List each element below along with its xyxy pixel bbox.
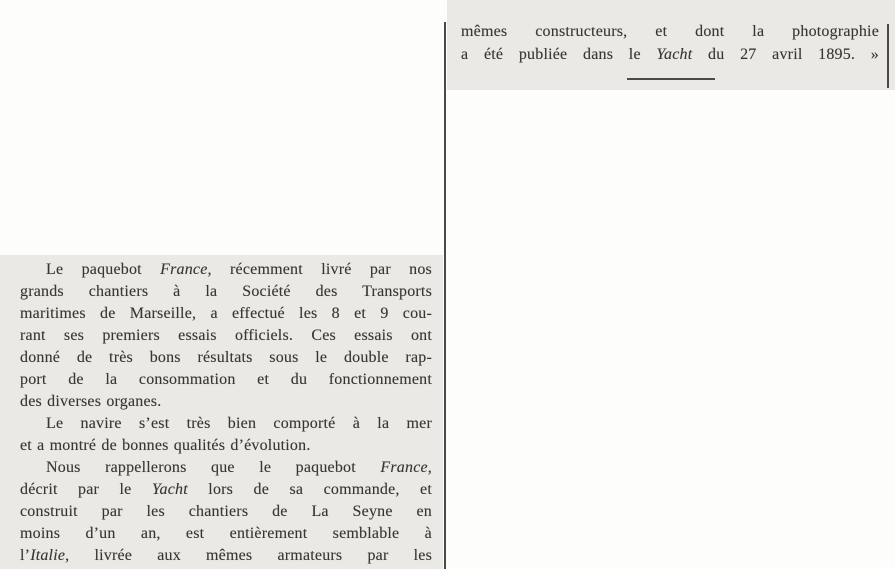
text-segment: maritimes de Marseille, a effectué les 8 et 9 cou-	[20, 305, 432, 322]
text-segment: , livrée aux mêmes armateurs par les	[65, 547, 432, 564]
right-column-text	[447, 0, 895, 66]
column-divider-rule	[444, 22, 446, 569]
italic-text-segment: France,	[160, 261, 212, 278]
text-segment: Le paquebot	[46, 261, 161, 278]
text-line	[20, 259, 432, 281]
text-line	[20, 435, 432, 457]
text-segment: et a montré de bonnes qualités d’évolution.	[20, 437, 311, 454]
text-line	[20, 479, 432, 501]
text-segment: grands chantiers à la Société des Transports	[20, 283, 432, 300]
text-line	[20, 523, 432, 545]
left-column-text	[0, 255, 443, 567]
page-right-edge-rule	[887, 24, 889, 88]
text-segment: lors de sa commande, et	[187, 481, 432, 498]
paragraph	[20, 413, 432, 457]
text-segment: récemment livré par nos	[211, 261, 432, 278]
text-segment: donné de très bons résultats sous le double rap-	[20, 349, 432, 366]
text-line	[20, 303, 432, 325]
text-line	[20, 347, 432, 369]
text-segment: rant ses premiers essais officiels. Ces essais ont	[20, 327, 432, 344]
text-line	[20, 391, 432, 413]
italic-text-segment: Italie	[30, 547, 66, 564]
left-column-scan	[0, 255, 443, 569]
italic-text-segment: France,	[380, 459, 432, 476]
text-segment: des diverses organes.	[20, 393, 162, 410]
paragraph	[20, 259, 432, 413]
text-line	[20, 545, 432, 567]
text-line	[20, 457, 432, 479]
text-line	[461, 43, 879, 66]
italic-text-segment: Yacht	[151, 481, 188, 498]
text-segment: mêmes constructeurs, et dont la photographie	[461, 23, 879, 40]
text-line	[20, 501, 432, 523]
text-segment: décrit par le	[20, 481, 152, 498]
text-line	[20, 369, 432, 391]
text-line	[20, 325, 432, 347]
text-line	[20, 413, 432, 435]
text-segment: Le navire s’est très bien comporté à la mer	[46, 415, 432, 432]
text-segment: l’	[20, 547, 31, 564]
italic-text-segment: Yacht	[656, 46, 693, 63]
text-segment: construit par les chantiers de La Seyne en	[20, 503, 432, 520]
text-line	[461, 20, 879, 43]
text-line	[20, 281, 432, 303]
text-segment: du 27 avril 1895. »	[692, 46, 879, 63]
section-end-rule	[627, 78, 715, 80]
text-segment: port de la consommation et du fonctionnement	[20, 371, 432, 388]
text-segment: a été publiée dans le	[461, 46, 657, 63]
right-column-scan	[447, 0, 895, 90]
paragraph	[20, 457, 432, 567]
text-segment: Nous rappellerons que le paquebot	[46, 459, 381, 476]
text-segment: moins d’un an, est entièrement semblable à	[20, 525, 432, 542]
